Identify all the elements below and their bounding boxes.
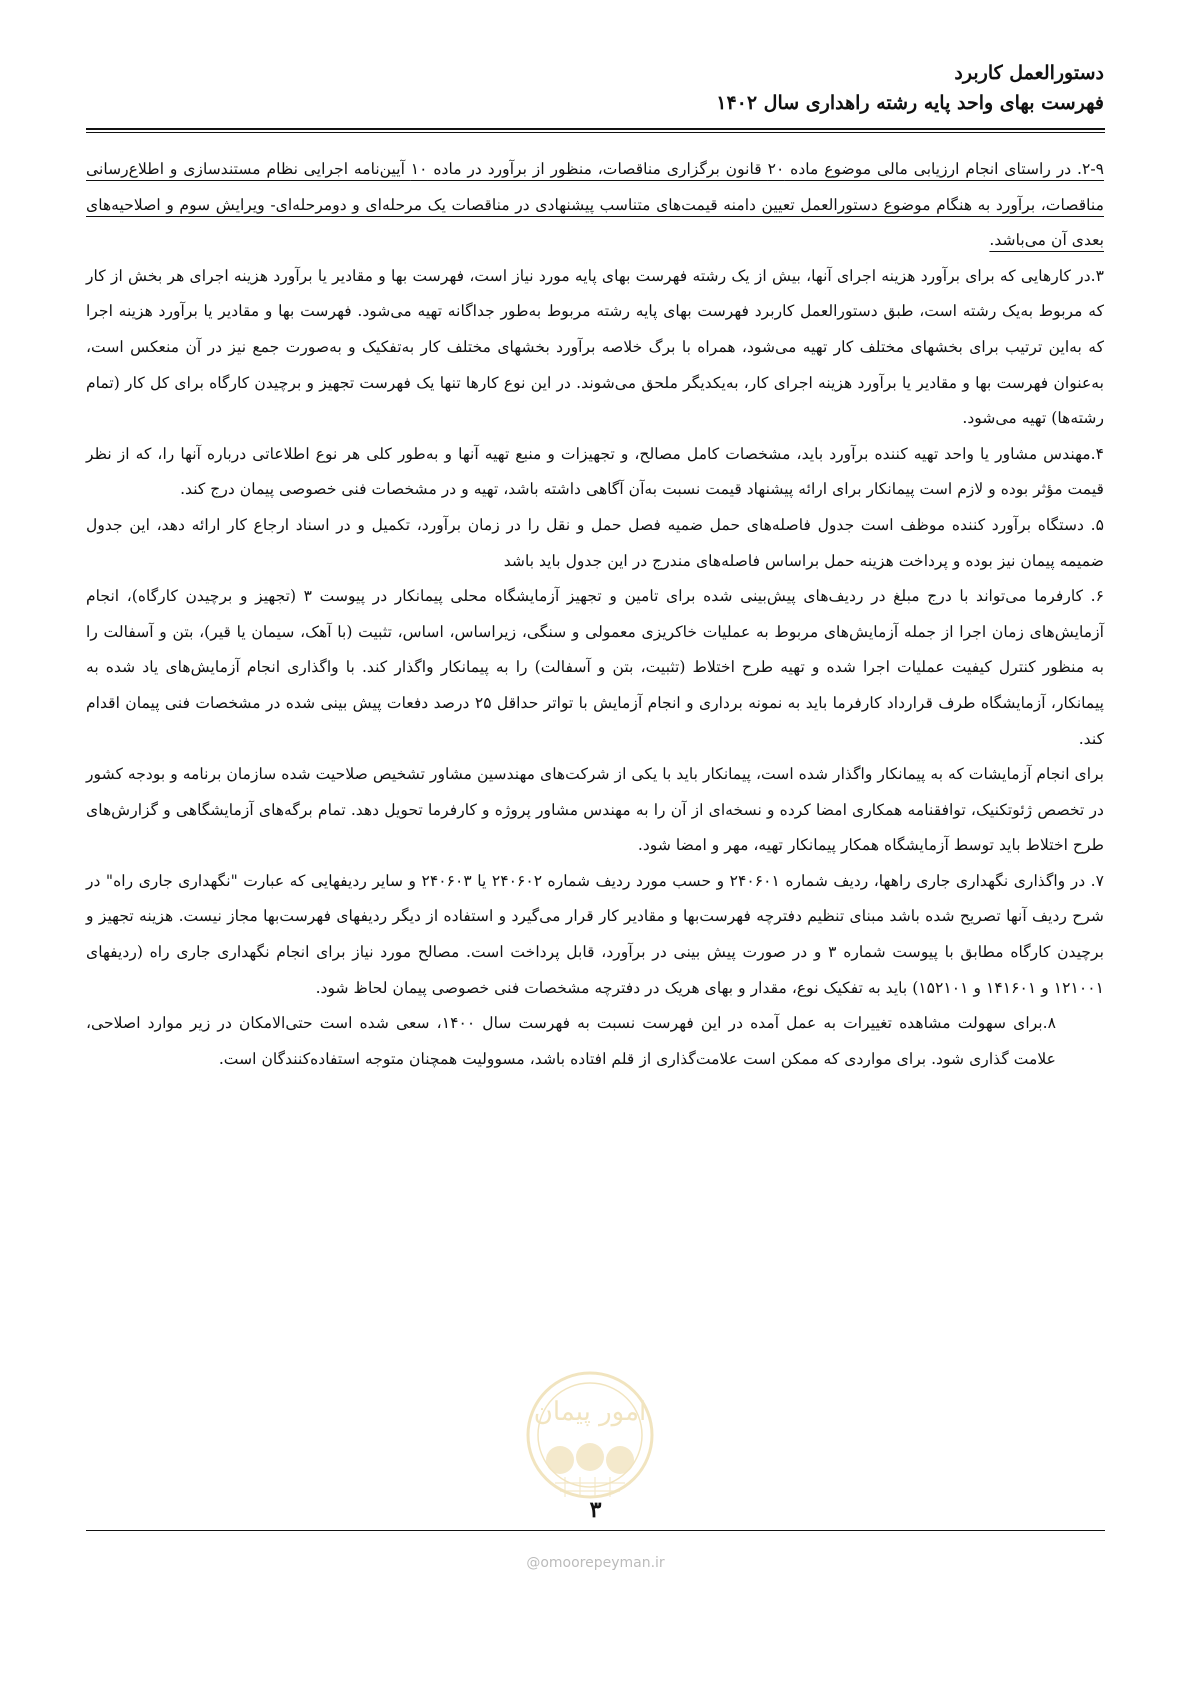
paragraph-4: ۴.مهندس مشاور یا واحد تهیه کننده برآورد باید، مشخصات کامل مصالح، و تجهیزات و منبع تهیه آنها و به‌طور کلی هر نوع اطلاعاتی درباره آنها را، که از نظر قیمت مؤثر بوده و لازم است پیمانکار برای ارائه پیشنهاد قیمت نسبت به‌آن آگاهی داشته باشد، تهیه و در مشخصات فنی خصوصی پیمان درج کند. [86, 444, 1104, 499]
paragraph-7: ۷. در واگذاری نگهداری جاری راهها، ردیف شماره ۲۴۰۶۰۱ و حسب مورد ردیف شماره ۲۴۰۶۰۲ یا ۲۴۰۶۰۳ و سایر ردیفهایی که عبارت "نگهداری جاری راه" در شرح ردیف آنها تصریح شده باشد مبنای تنظیم دفترچه فهرست‌بها و مقادیر کار قرار می‌گیرد و استفاده از دیگر ردیفهای فهرست‌بها مجاز نیست. هزینه تجهیز و برچیدن کارگاه مطابق با پیوست شماره ۳ و در صورت پیش بینی در برآورد، قابل پرداخت است. مصالح مورد نیاز برای انجام نگهداری جاری راه (ردیفهای ۱۲۱۰۰۱ و ۱۴۱۶۰۱ و ۱۵۲۱۰۱) باید به تفکیک نوع، مقدار و بهای هریک در دفترچه مشخصات فنی خصوصی پیمان لحاظ شود. [86, 871, 1104, 997]
paragraph-5: ۵. دستگاه برآورد کننده موظف است جدول فاصله‌های حمل ضمیه فصل حمل و نقل را در زمان برآورد، تکمیل و در اسناد ارجاع کار ارائه دهد، این جدول ضمیمه پیمان نیز بوده و پرداخت هزینه حمل براساس فاصله‌های مندرج در این جدول باید باشد [86, 515, 1104, 570]
page-number: ۳ [589, 1497, 602, 1523]
paragraph-6: ۶. کارفرما می‌تواند با درج مبلغ در ردیف‌های پیش‌بینی شده برای تامین و تجهیز آزمایشگاه محلی پیمانکار در پیوست ۳ (تجهیز و برچیدن کارگاه)، انجام آزمایش‌های زمان اجرا از جمله آزمایش‌های مربوط به عملیات خاکریزی معمولی و سنگی، زیراساس، اساس، تثبیت (با آهک، سیمان یا قیر)، بتن و آسفالت را به منظور کنترل کیفیت عملیات اجرا شده و تهیه طرح اختلاط (تثبیت، بتن و آسفالت) را به پیمانکار واگذار کند. با واگذاری انجام آزمایش‌های یاد شده به پیمانکار، آزمایشگاه طرف قرارداد کارفرما باید به نمونه برداری و انجام آزمایش با تواتر حداقل ۲۵ درصد دفعات پیش بینی شده در مشخصات فنی پیمان اقدام کند. [86, 587, 1104, 748]
page-header [86, 58, 1104, 118]
omoor-e-peyman-seal-icon [505, 1365, 675, 1505]
paragraph-6-continued: برای انجام آزمایشات که به پیمانکار واگذار شده است، پیمانکار باید با یکی از شرکت‌های مهندسین مشاور تشخیص صلاحیت شده سازمان برنامه و بودجه کشور در تخصص ژئوتکنیک، توافقنامه همکاری امضا کرده و نسخه‌ای از آن را به مهندس مشاور پروژه و کارفرما تحویل دهد. تمام برگه‌های آزمایشگاهی و گزارش‌های طرح اختلاط باید توسط آزمایشگاه همکار پیمانکار تهیه، مهر و امضا شود. [86, 765, 1104, 855]
paragraph-2-9: ۲-۹. در راستای انجام ارزیابی مالی موضوع ماده ۲۰ قانون برگزاری مناقصات، منظور از برآورد در ماده ۱۰ آیین‌نامه اجرایی نظام مستندسازی و اطلاع‌رسانی مناقصات، برآورد به هنگام موضوع دستورالعمل تعیین دامنه قیمت‌های متناسب پیشنهادی در مناقصات یک مرحله‌ای و دومرحله‌ای- ویرایش سوم و اصلاحیه‌های بعدی آن می‌باشد. [86, 160, 1105, 250]
header-divider [86, 128, 1105, 133]
document-body [86, 152, 1104, 1077]
header-subtitle: فهرست بهای واحد پایه رشته راهداری سال ۱۴۰۲ [716, 92, 1104, 114]
footer-divider [86, 1530, 1105, 1531]
header-title: دستورالعمل کاربرد [954, 62, 1104, 84]
paragraph-8: ۸.برای سهولت مشاهده تغییرات به عمل آمده در این فهرست نسبت به فهرست سال ۱۴۰۰، سعی شده است حتی‌الامکان در زیر موارد اصلاحی، علامت گذاری شود. برای مواردی که ممکن است علامت‌گذاری از قلم افتاده باشد، مسوولیت همچنان متوجه استفاده‌کنندگان است. [86, 1014, 1056, 1068]
paragraph-3: ۳.در کارهایی که برای برآورد هزینه اجرای آنها، بیش از یک رشته فهرست بهای پایه مورد نیاز است، فهرست بها و مقادیر یا برآورد هزینه اجرای هر بخش از کار که مربوط به‌یک رشته است، طبق دستورالعمل کاربرد فهرست بهای پایه رشته مربوط به‌طور جداگانه تهیه می‌شود. فهرست بها و مقادیر یا برآورد هزینه اجرا که به‌این ترتیب برای بخشهای مختلف کار تهیه می‌شود، همراه با برگ خلاصه برآورد بخشهای مختلف کار به‌تفکیک و به‌صورت جمع نیز در آن منعکس است، به‌عنوان فهرست بها و مقادیر یا برآورد هزینه اجرای کار، به‌یکدیگر ملحق می‌شوند. در این نوع کارها تنها یک فهرست تجهیز و برچیدن کارگاه برای کل کار (تمام رشته‌ها) تهیه می‌شود. [86, 266, 1104, 428]
seal-text: امور پیمان [533, 1397, 647, 1427]
footer-watermark: @omoorepeyman.ir [526, 1555, 665, 1571]
